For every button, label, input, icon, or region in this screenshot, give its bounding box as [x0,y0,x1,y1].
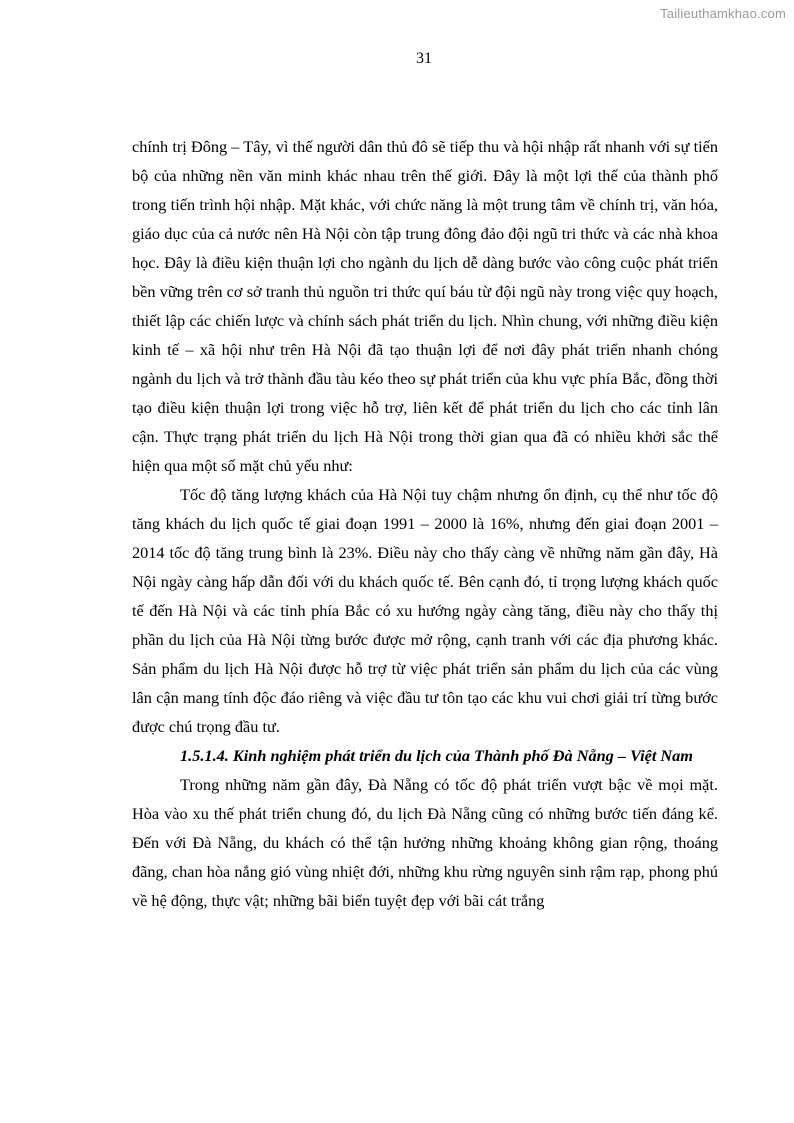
section-heading: 1.5.1.4. Kinh nghiệm phát triển du lịch của Thành phố Đà Nẵng – Việt Nam [180,746,693,765]
watermark: Tailieuthamkhao.com [660,6,786,21]
page-number: 31 [416,50,432,67]
paragraph-hanoi-context: chính trị Đông – Tây, vì thế người dân thủ đô sẽ tiếp thu và hội nhập rất nhanh với sự tiến bộ của những nền văn minh khác nhau trên thế giới. Đây là một lợi thế của thành phố trong tiến trình hội nhập. Mặt khác, với chức năng là một trung tâm về chính trị, văn hóa, giáo dục của cả nước nên Hà Nội còn tập trung đông đảo đội ngũ tri thức và các nhà khoa học. Đây là điều kiện thuận lợi cho ngành du lịch dễ dàng bước vào công cuộc phát triển bền vững trên cơ sở tranh thủ nguồn tri thức quí báu từ đội ngũ này trong việc quy hoạch, thiết lập các chiến lược và chính sách phát triển du lịch. Nhìn chung, với những điều kiện kinh tế – xã hội như trên Hà Nội đã tạo thuận lợi để nơi đây phát triển nhanh chóng ngành du lịch và trở thành đầu tàu kéo theo sự phát triển của khu vực phía Bắc, đồng thời tạo điều kiện thuận lợi trong việc hỗ trợ, liên kết để phát triển du lịch cho các tỉnh lân cận. Thực trạng phát triển du lịch Hà Nội trong thời gian qua đã có nhiều khởi sắc thể hiện qua một số mặt chủ yếu như: [132,137,718,475]
paragraph-danang: Trong những năm gần đây, Đà Nẵng có tốc độ phát triển vượt bậc về mọi mặt. Hòa vào xu thế phát triển chung đó, du lịch Đà Nẵng cũng có những bước tiến đáng kể. Đến với Đà Nẵng, du khách có thể tận hưởng những khoảng không gian rộng, thoáng đãng, chan hòa nắng gió vùng nhiệt đới, những khu rừng nguyên sinh rậm rạp, phong phú về hệ động, thực vật; những bãi biển tuyệt đẹp với bãi cát trắng [132,775,718,910]
paragraph-hanoi-growth: Tốc độ tăng lượng khách của Hà Nội tuy chậm nhưng ổn định, cụ thể như tốc độ tăng khách du lịch quốc tế giai đoạn 1991 – 2000 là 16%, nhưng đến giai đoạn 2001 – 2014 tốc độ tăng trung bình là 23%. Điều này cho thấy càng về những năm gần đây, Hà Nội ngày càng hấp dẫn đối với du khách quốc tế. Bên cạnh đó, tỉ trọng lượng khách quốc tế đến Hà Nội và các tỉnh phía Bắc có xu hướng ngày càng tăng, điều này cho thấy thị phần du lịch của Hà Nội từng bước được mở rộng, cạnh tranh với các địa phương khác. Sản phẩm du lịch Hà Nội được hỗ trợ từ việc phát triển sản phẩm du lịch của các vùng lân cận mang tính độc đáo riêng và việc đầu tư tôn tạo các khu vui chơi giải trí từng bước được chú trọng đầu tư. [132,485,718,736]
document-body [132,132,718,915]
